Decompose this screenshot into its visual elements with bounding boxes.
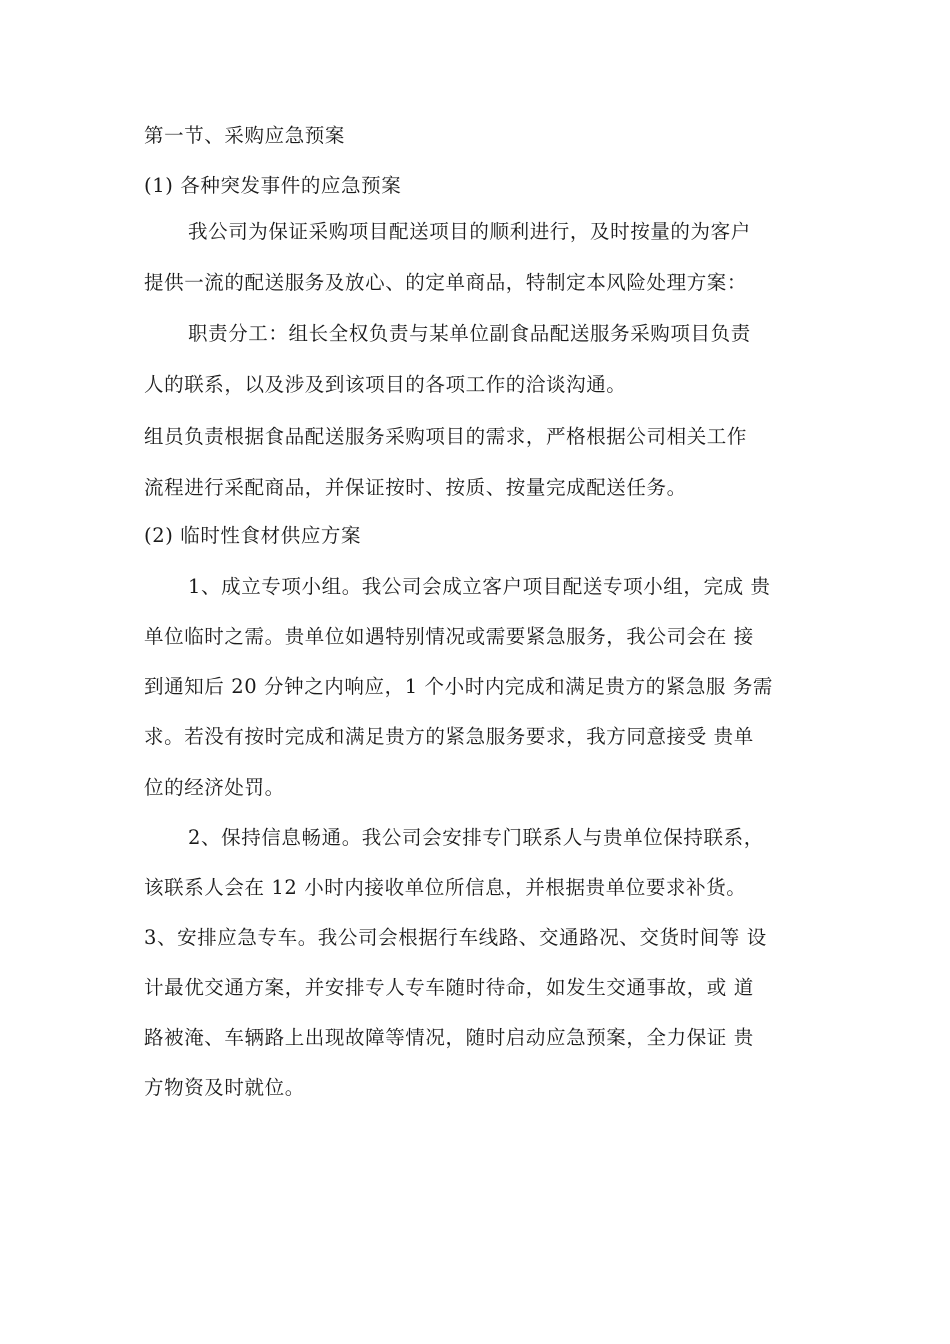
paragraph-6-line-1: 3、安排应急专车。我公司会根据行车线路、交通路况、交货时间等 设 (144, 926, 767, 949)
paragraph-6-line-4: 方物资及时就位。 (144, 1076, 305, 1099)
subsection-heading-1: (1) 各种突发事件的应急预案 (144, 174, 402, 197)
paragraph-2-line-1: 职责分工：组长全权负责与某单位副食品配送服务采购项目负责 (188, 322, 751, 345)
paragraph-6-line-2: 计最优交通方案，并安排专人专车随时待命，如发生交通事故，或 道 (144, 976, 754, 999)
paragraph-3-line-1: 组员负责根据食品配送服务采购项目的需求，严格根据公司相关工作 (144, 425, 748, 448)
paragraph-6-line-3: 路被淹、车辆路上出现故障等情况，随时启动应急预案，全力保证 贵 (144, 1026, 754, 1049)
section-title: 第一节、采购应急预案 (144, 124, 346, 147)
subsection-heading-2: (2) 临时性食材供应方案 (144, 524, 362, 547)
paragraph-4-line-2: 单位临时之需。贵单位如遇特别情况或需要紧急服务，我公司会在 接 (144, 625, 754, 648)
paragraph-4-line-4: 求。若没有按时完成和满足贵方的紧急服务要求，我方同意接受 贵单 (144, 725, 754, 748)
paragraph-4-line-1: 1、成立专项小组。我公司会成立客户项目配送专项小组，完成 贵 (188, 575, 771, 598)
paragraph-4-line-3: 到通知后 20 分钟之内响应，1 个小时内完成和满足贵方的紧急服 务需 (144, 675, 774, 698)
paragraph-5-line-2: 该联系人会在 12 小时内接收单位所信息，并根据贵单位要求补货。 (144, 876, 747, 899)
paragraph-1-line-2: 提供一流的配送服务及放心、的定单商品，特制定本风险处理方案： (144, 271, 748, 294)
paragraph-5-line-1: 2、保持信息畅通。我公司会安排专门联系人与贵单位保持联系， (188, 826, 764, 849)
paragraph-2-line-2: 人的联系，以及涉及到该项目的各项工作的洽谈沟通。 (144, 373, 627, 396)
paragraph-1-line-1: 我公司为保证采购项目配送项目的顺利进行，及时按量的为客户 (188, 220, 751, 243)
paragraph-4-line-5: 位的经济处罚。 (144, 776, 285, 799)
paragraph-3-line-2: 流程进行采配商品，并保证按时、按质、按量完成配送任务。 (144, 476, 687, 499)
